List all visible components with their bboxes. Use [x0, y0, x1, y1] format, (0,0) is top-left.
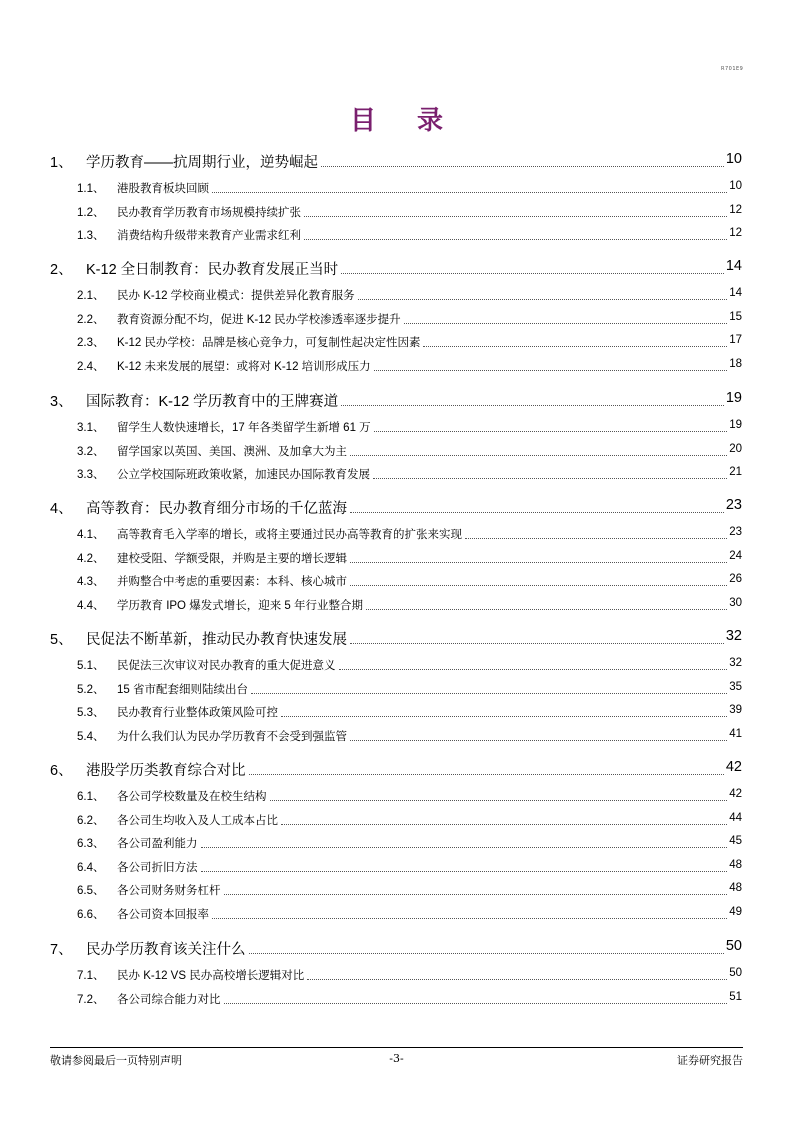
- toc-section-number: 6、: [50, 763, 73, 779]
- toc-subsection[interactable]: [0, 881, 793, 901]
- toc-subsection-title: 各公司财务财务杠杆: [117, 885, 221, 897]
- dot-leader: [350, 573, 727, 586]
- dot-leader: [350, 630, 724, 644]
- toc-section[interactable]: [0, 497, 793, 517]
- page-title: 目 录: [349, 106, 460, 136]
- toc-subsection-number: 4.4、: [77, 600, 105, 612]
- toc-section[interactable]: [0, 759, 793, 779]
- toc-subsection[interactable]: [0, 858, 793, 878]
- toc-subsection-title: 高等教育毛入学率的增长，或将主要通过民办高等教育的扩张来实现: [117, 529, 462, 541]
- toc-subsection[interactable]: [0, 357, 793, 377]
- toc-subsection-number: 3.3、: [77, 469, 105, 481]
- toc-subsection-page: 32: [729, 657, 742, 669]
- toc-subsection-page: 49: [729, 906, 742, 918]
- toc-section-number: 2、: [50, 262, 73, 278]
- toc-subsection-title: 民办 K-12 学校商业模式：提供差异化教育服务: [117, 290, 355, 302]
- dot-leader: [249, 761, 724, 775]
- dot-leader: [281, 812, 727, 825]
- toc-subsection-page: 15: [729, 311, 742, 323]
- dot-leader: [304, 227, 727, 240]
- dot-leader: [321, 153, 724, 167]
- toc-subsection-title: 各公司盈利能力: [117, 838, 198, 850]
- toc-subsection-page: 44: [729, 812, 742, 824]
- toc-subsection-title: 各公司资本回报率: [117, 909, 209, 921]
- dot-leader: [374, 419, 728, 432]
- toc-subsection-title: K-12 未来发展的展望：或将对 K-12 培训形成压力: [117, 361, 371, 373]
- toc-section-title: 学历教育——抗周期行业，逆势崛起: [86, 155, 318, 171]
- toc-subsection[interactable]: [0, 680, 793, 700]
- toc-section-page: 19: [725, 390, 742, 406]
- toc-section[interactable]: [0, 258, 793, 278]
- dot-leader: [251, 681, 727, 694]
- toc-subsection-number: 5.1、: [77, 660, 105, 672]
- toc-subsection-title: 并购整合中考虑的重要因素：本科、核心城市: [117, 576, 347, 588]
- toc-subsection[interactable]: [0, 834, 793, 854]
- toc-section-title: 民办学历教育该关注什么: [86, 942, 246, 958]
- dot-leader: [212, 906, 727, 919]
- toc-section-page: 42: [725, 759, 742, 775]
- toc-section-number: 3、: [50, 394, 73, 410]
- toc-subsection[interactable]: [0, 703, 793, 723]
- toc-section-page: 23: [725, 497, 742, 513]
- toc-subsection[interactable]: [0, 179, 793, 199]
- toc-subsection-page: 30: [729, 597, 742, 609]
- toc-subsection[interactable]: [0, 418, 793, 438]
- toc-subsection-number: 7.1、: [77, 970, 105, 982]
- dot-leader: [281, 704, 727, 717]
- toc-subsection-page: 45: [729, 835, 742, 847]
- toc-section-number: 7、: [50, 942, 73, 958]
- toc-subsection-page: 24: [729, 550, 742, 562]
- dot-leader: [224, 882, 728, 895]
- toc-subsection[interactable]: [0, 226, 793, 246]
- toc-subsection[interactable]: [0, 333, 793, 353]
- toc-subsection-title: 民办教育行业整体政策风险可控: [117, 707, 278, 719]
- dot-leader: [465, 526, 727, 539]
- toc-subsection-title: 15 省市配套细则陆续出台: [117, 684, 248, 696]
- toc-subsection-number: 5.4、: [77, 731, 105, 743]
- toc-subsection[interactable]: [0, 310, 793, 330]
- toc-subsection-number: 6.4、: [77, 862, 105, 874]
- toc-subsection[interactable]: [0, 905, 793, 925]
- toc-section[interactable]: [0, 628, 793, 648]
- toc-subsection-number: 5.2、: [77, 684, 105, 696]
- dot-leader: [339, 657, 728, 670]
- toc-subsection-number: 6.6、: [77, 909, 105, 921]
- toc-section-number: 1、: [50, 155, 73, 171]
- dot-leader: [374, 358, 728, 371]
- toc-subsection[interactable]: [0, 203, 793, 223]
- toc-subsection-number: 4.3、: [77, 576, 105, 588]
- toc-subsection-title: 留学生人数快速增长，17 年各类留学生新增 61 万: [117, 422, 371, 434]
- toc-section-title: 民促法不断革新，推动民办教育快速发展: [86, 632, 347, 648]
- toc-subsection[interactable]: [0, 465, 793, 485]
- toc-subsection-number: 2.1、: [77, 290, 105, 302]
- toc-subsection-page: 42: [729, 788, 742, 800]
- dot-leader: [212, 180, 727, 193]
- dot-leader: [307, 967, 727, 980]
- toc-subsection-number: 3.2、: [77, 446, 105, 458]
- toc-subsection-number: 6.2、: [77, 815, 105, 827]
- toc-subsection[interactable]: [0, 549, 793, 569]
- toc-subsection-title: 港股教育板块回顾: [117, 183, 209, 195]
- toc-section-page: 50: [725, 938, 742, 954]
- toc-subsection-title: 教育资源分配不均，促进 K-12 民办学校渗透率逐步提升: [117, 314, 401, 326]
- toc-subsection-page: 39: [729, 704, 742, 716]
- dot-leader: [358, 287, 728, 300]
- dot-leader: [201, 859, 728, 872]
- dot-leader: [373, 466, 727, 479]
- toc-subsection-number: 2.4、: [77, 361, 105, 373]
- toc-section-number: 4、: [50, 501, 73, 517]
- dot-leader: [366, 597, 727, 610]
- toc-section-page: 14: [725, 258, 742, 274]
- toc-subsection-title: 学历教育 IPO 爆发式增长，迎来 5 年行业整合期: [117, 600, 363, 612]
- header-mark: R701E9: [721, 66, 744, 72]
- toc-subsection[interactable]: [0, 442, 793, 462]
- toc-subsection-title: 公立学校国际班政策收紧，加速民办国际教育发展: [117, 469, 370, 481]
- toc-subsection-number: 2.2、: [77, 314, 105, 326]
- toc-subsection[interactable]: [0, 727, 793, 747]
- footer-report-type: 证券研究报告: [677, 1054, 743, 1067]
- toc-section[interactable]: [0, 390, 793, 410]
- toc-subsection-number: 4.2、: [77, 553, 105, 565]
- toc-subsection-title: 各公司综合能力对比: [117, 994, 221, 1006]
- toc-section-page: 32: [725, 628, 742, 644]
- toc-subsection[interactable]: [0, 811, 793, 831]
- toc-subsection-number: 1.1、: [77, 183, 105, 195]
- toc-subsection-page: 12: [729, 204, 742, 216]
- toc-subsection-number: 1.3、: [77, 230, 105, 242]
- toc-subsection[interactable]: [0, 525, 793, 545]
- dot-leader: [350, 499, 724, 513]
- page-number: -3-: [389, 1052, 404, 1065]
- toc-subsection-page: 26: [729, 573, 742, 585]
- toc-subsection-page: 17: [729, 334, 742, 346]
- dot-leader: [341, 260, 724, 274]
- toc-section-number: 5、: [50, 632, 73, 648]
- toc-subsection-page: 23: [729, 526, 742, 538]
- dot-leader: [304, 204, 727, 217]
- toc-subsection[interactable]: [0, 990, 793, 1010]
- toc-subsection-number: 7.2、: [77, 994, 105, 1006]
- toc-subsection[interactable]: [0, 572, 793, 592]
- toc-subsection-title: 消费结构升级带来教育产业需求红利: [117, 230, 301, 242]
- toc-subsection-title: 各公司生均收入及人工成本占比: [117, 815, 278, 827]
- dot-leader: [341, 392, 724, 406]
- toc-subsection-title: 各公司折旧方法: [117, 862, 198, 874]
- toc-subsection-title: 为什么我们认为民办学历教育不会受到强监管: [117, 731, 347, 743]
- toc-subsection-page: 18: [729, 358, 742, 370]
- dot-leader: [404, 311, 728, 324]
- dot-leader: [224, 991, 728, 1004]
- toc-section-title: 国际教育：K-12 学历教育中的王牌赛道: [86, 394, 339, 410]
- dot-leader: [423, 334, 727, 347]
- dot-leader: [350, 443, 727, 456]
- toc-section-title: 港股学历类教育综合对比: [86, 763, 246, 779]
- toc-subsection-title: 各公司学校数量及在校生结构: [117, 791, 267, 803]
- toc-subsection-title: 留学国家以英国、美国、澳洲、及加拿大为主: [117, 446, 347, 458]
- toc-subsection-page: 10: [729, 180, 742, 192]
- toc-subsection[interactable]: [0, 966, 793, 986]
- dot-leader: [201, 835, 728, 848]
- toc-subsection-number: 1.2、: [77, 207, 105, 219]
- toc-subsection-number: 5.3、: [77, 707, 105, 719]
- toc-subsection-page: 51: [729, 991, 742, 1003]
- toc-subsection-title: 民办教育学历教育市场规模持续扩张: [117, 207, 301, 219]
- toc-subsection-number: 2.3、: [77, 337, 105, 349]
- toc-subsection[interactable]: [0, 787, 793, 807]
- toc-subsection-page: 12: [729, 227, 742, 239]
- toc-subsection-title: 民促法三次审议对民办教育的重大促进意义: [117, 660, 336, 672]
- toc-section[interactable]: [0, 938, 793, 958]
- toc-subsection-title: 民办 K-12 VS 民办高校增长逻辑对比: [117, 970, 305, 982]
- toc-section-title: K-12 全日制教育：民办教育发展正当时: [86, 262, 339, 278]
- dot-leader: [350, 550, 727, 563]
- toc-subsection-title: K-12 民办学校：品牌是核心竞争力，可复制性起决定性因素: [117, 337, 421, 349]
- toc-subsection-number: 4.1、: [77, 529, 105, 541]
- toc-section-title: 高等教育：民办教育细分市场的千亿蓝海: [86, 501, 347, 517]
- toc-subsection-page: 41: [729, 728, 742, 740]
- toc-section-page: 10: [725, 151, 742, 167]
- toc-subsection-number: 6.3、: [77, 838, 105, 850]
- toc-subsection-page: 48: [729, 859, 742, 871]
- toc-subsection-page: 21: [729, 466, 742, 478]
- toc-subsection-page: 14: [729, 287, 742, 299]
- toc-subsection[interactable]: [0, 656, 793, 676]
- footer-disclaimer: 敬请参阅最后一页特别声明: [50, 1054, 182, 1067]
- dot-leader: [350, 728, 727, 741]
- toc-subsection-page: 50: [729, 967, 742, 979]
- toc-subsection-page: 20: [729, 443, 742, 455]
- toc-subsection[interactable]: [0, 596, 793, 616]
- toc-subsection-number: 3.1、: [77, 422, 105, 434]
- dot-leader: [249, 940, 724, 954]
- dot-leader: [270, 788, 728, 801]
- toc-subsection[interactable]: [0, 286, 793, 306]
- toc-subsection-page: 19: [729, 419, 742, 431]
- toc-section[interactable]: [0, 151, 793, 171]
- toc-subsection-number: 6.5、: [77, 885, 105, 897]
- footer-rule: [50, 1047, 743, 1048]
- toc-subsection-number: 6.1、: [77, 791, 105, 803]
- toc-subsection-page: 35: [729, 681, 742, 693]
- toc-subsection-title: 建校受阻、学额受限，并购是主要的增长逻辑: [117, 553, 347, 565]
- toc-subsection-page: 48: [729, 882, 742, 894]
